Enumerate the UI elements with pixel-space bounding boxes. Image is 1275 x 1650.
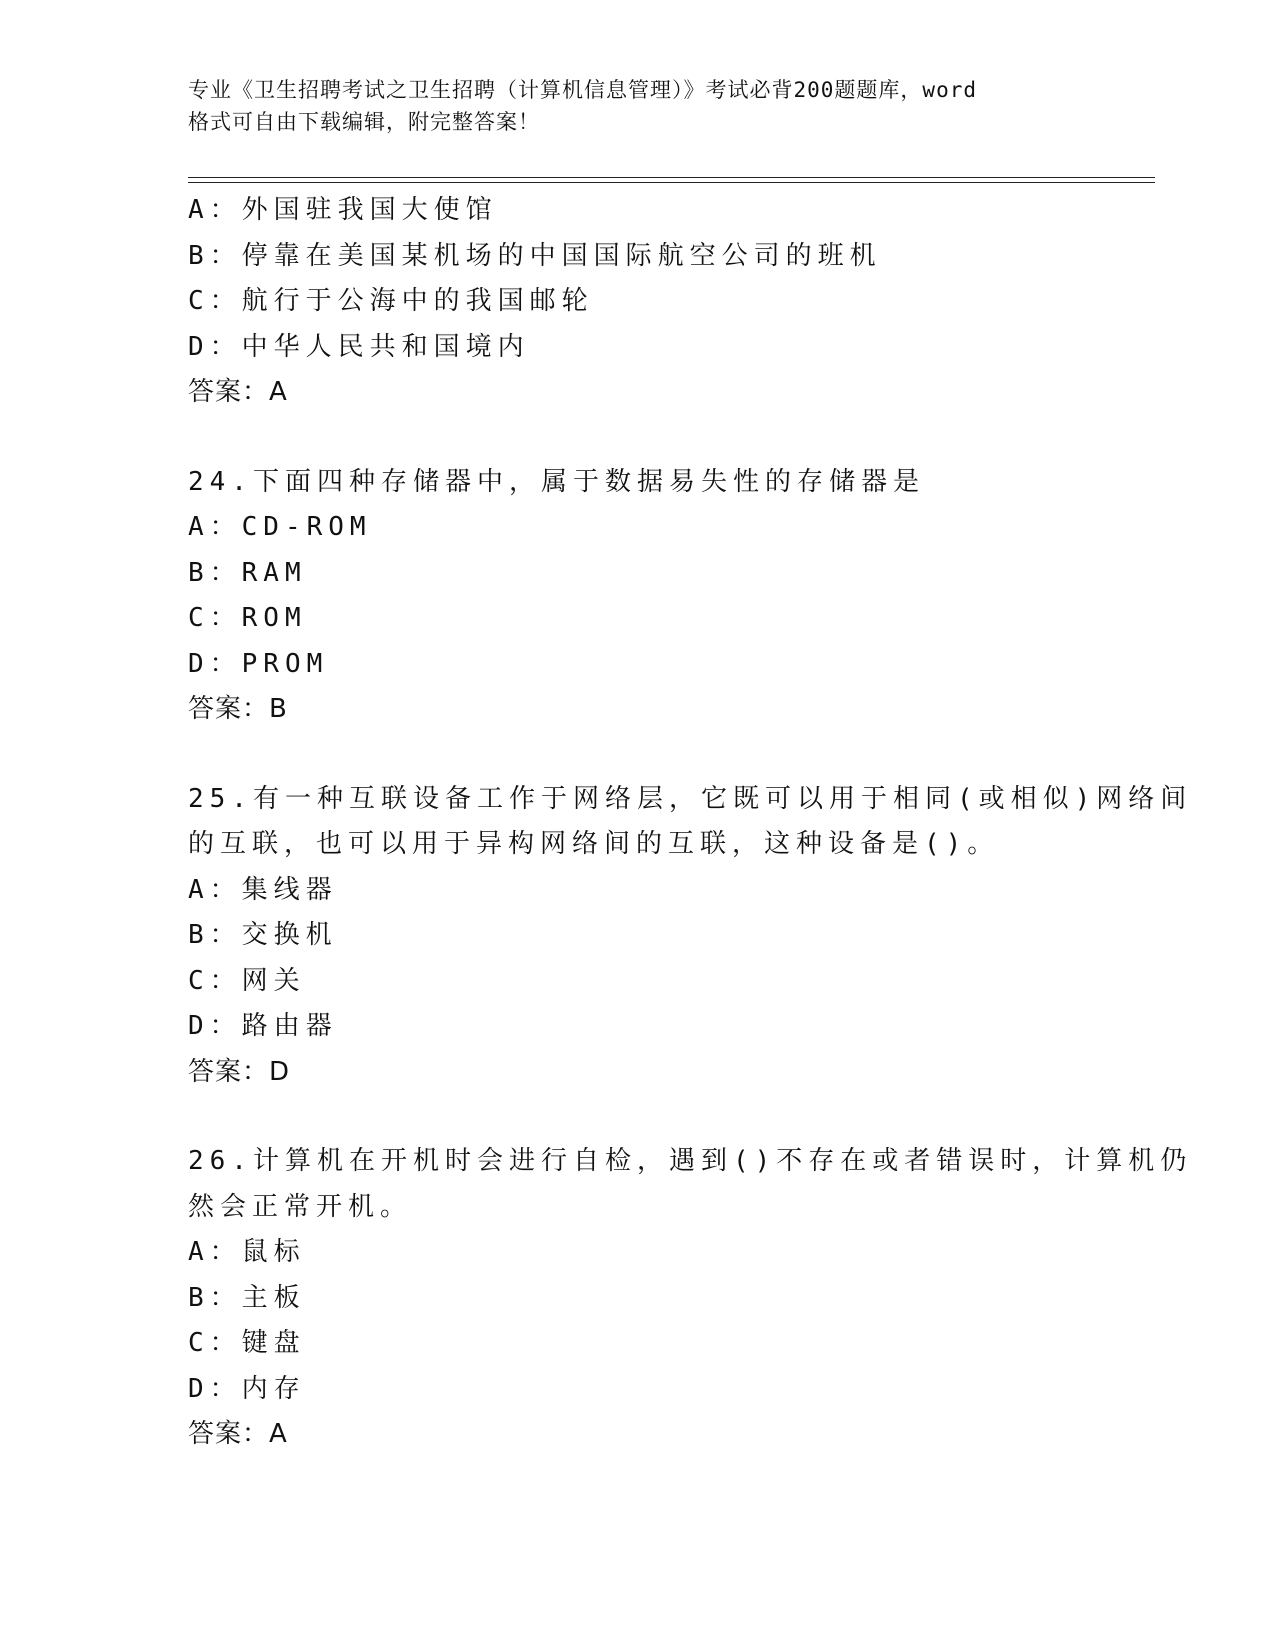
question-block-26	[188, 1139, 1193, 1458]
spacer	[188, 416, 1088, 460]
option-b: B：停靠在美国某机场的中国国际航空公司的班机	[188, 240, 882, 271]
option-d: D：内存	[188, 1373, 306, 1404]
question-text-line-1: 26.计算机在开机时会进行自检，遇到()不存在或者错误时，计算机仍	[188, 1146, 1193, 1176]
spacer	[188, 1095, 1088, 1139]
question-block-24	[188, 460, 1088, 733]
option-a: A：CD-ROM	[188, 512, 372, 542]
header-divider-top	[188, 177, 1155, 178]
question-list	[188, 188, 1193, 1458]
option-c: C：航行于公海中的我国邮轮	[188, 286, 594, 316]
option-a: A：鼠标	[188, 1237, 306, 1267]
option-d: D：PROM	[188, 648, 329, 679]
question-block-prev	[188, 188, 1088, 416]
option-d: D：中华人民共和国境内	[188, 331, 530, 362]
answer-line: 答案：A	[188, 1419, 288, 1449]
option-b: B：RAM	[188, 557, 307, 588]
question-text-line-1: 25.有一种互联设备工作于网络层，它既可以用于相同(或相似)网络间	[188, 783, 1193, 814]
option-a: A：外国驻我国大使馆	[188, 195, 498, 225]
option-c: C：键盘	[188, 1328, 306, 1358]
spacer	[188, 733, 1088, 777]
option-b: B：交换机	[188, 920, 338, 950]
option-c: C：网关	[188, 965, 306, 996]
option-c: C：ROM	[188, 603, 307, 633]
question-text: 24.下面四种存储器中，属于数据易失性的存储器是	[188, 466, 925, 497]
answer-line: 答案：A	[188, 377, 288, 407]
question-block-25	[188, 777, 1193, 1096]
header-title-line-1: 专业《卫生招聘考试之卫生招聘（计算机信息管理）》考试必背200题题库，word	[188, 78, 977, 102]
question-text-line-2: 然会正常开机。	[188, 1191, 413, 1222]
header-title-line-2: 格式可自由下载编辑，附完整答案！	[188, 110, 540, 134]
answer-line: 答案：B	[188, 694, 288, 724]
option-a: A：集线器	[188, 874, 338, 905]
option-d: D：路由器	[188, 1011, 338, 1041]
answer-line: 答案：D	[188, 1056, 291, 1087]
question-text-line-2: 的互联，也可以用于异构网络间的互联，这种设备是()。	[188, 829, 1000, 859]
option-b: B：主板	[188, 1282, 306, 1313]
document-header	[188, 74, 1088, 138]
header-divider-bottom	[188, 182, 1155, 183]
